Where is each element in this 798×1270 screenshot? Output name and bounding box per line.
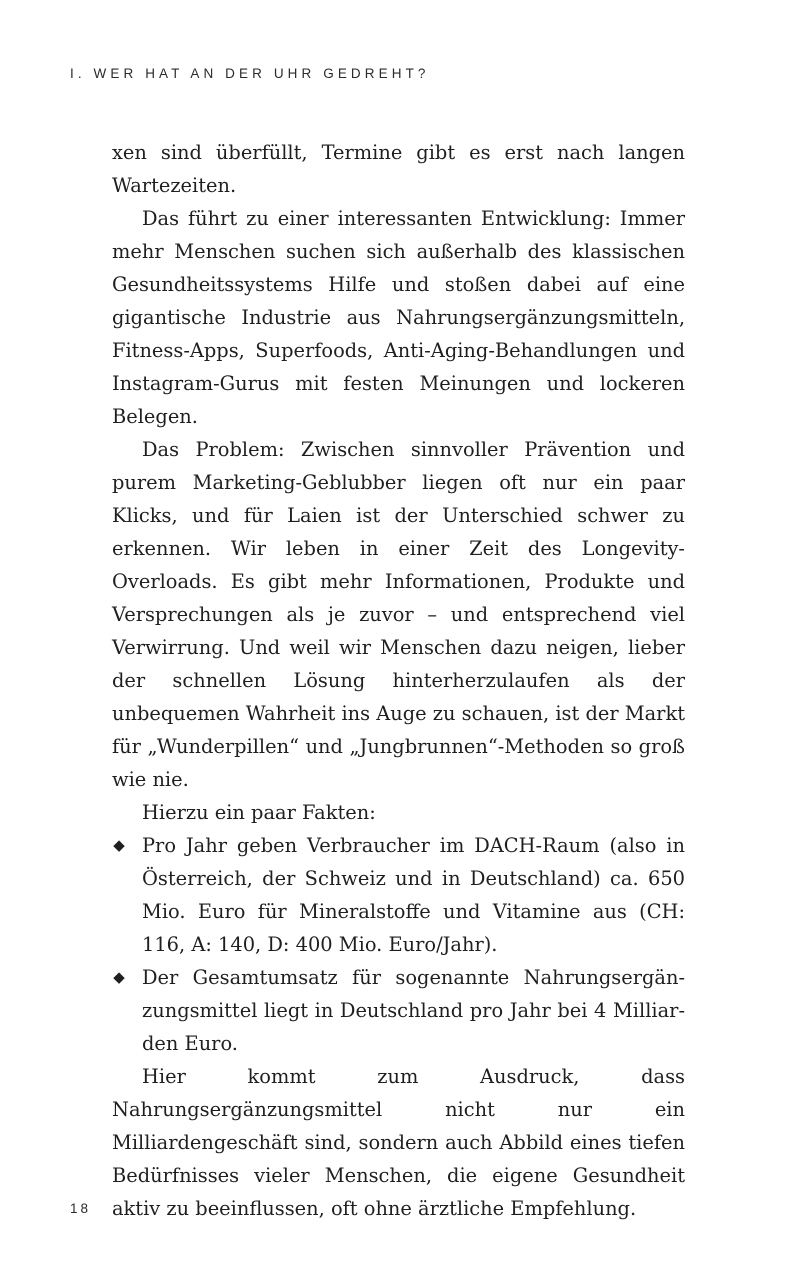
list-item-text: Pro Jahr geben Verbraucher im DACH-Raum (also in Österreich, der Schweiz und in Deutschland) ca. 650 Mio. Euro für Mineralstoffe und Vitamine aus (CH: 116, A: 140, D: 400 Mio. Euro/Jahr). <box>142 834 685 956</box>
paragraph-continuation: xen sind überfüllt, Termine gibt es erst nach langen Wartezeiten. <box>112 141 685 197</box>
list-item-text: Der Gesamtumsatz für sogenannte Nahrungsergänzungsmittel liegt in Deutschland pro Jahr bei 4 Milliarden Euro. <box>142 966 685 1055</box>
list-item <box>112 829 685 961</box>
page-number: 18 <box>70 1201 92 1216</box>
diamond-bullet-icon: ◆ <box>113 836 125 854</box>
running-head: I. WER HAT AN DER UHR GEDREHT? <box>70 66 430 81</box>
paragraph-facts-intro: Hierzu ein paar Fakten: <box>142 801 376 824</box>
body-text <box>112 136 685 1225</box>
list-item <box>112 961 685 1060</box>
paragraph: Das Problem: Zwischen sinnvoller Prävention und purem Marketing-Geblubber liegen oft nur ein paar Klicks, und für Laien ist der Unterschied schwer zu erkennen. Wir leben in einer Zeit des Longevity-Overloads. Es gibt mehr Informationen, Produkte und Versprechungen als je zuvor – und entsprechend viel Verwirrung. Und weil wir Menschen dazu neigen, lieber der schnellen Lösung hinterherzulaufen als der unbequemen Wahrheit ins Auge zu schauen, ist der Markt für „Wunderpillen“ und „Jungbrunnen“-Methoden so groß wie nie. <box>112 438 685 791</box>
diamond-bullet-icon: ◆ <box>113 968 125 986</box>
facts-list <box>112 829 685 1060</box>
paragraph: Das führt zu einer interessanten Entwicklung: Immer mehr Menschen suchen sich außerhalb des klassischen Gesundheitssystems Hilfe und stoßen dabei auf eine gigantische Industrie aus Nahrungsergänzungsmitteln, Fitness-Apps, Superfoods, Anti-Aging-Behandlungen und Instagram-Gurus mit festen Meinungen und lockeren Belegen. <box>112 207 685 428</box>
paragraph: Hier kommt zum Ausdruck, dass Nahrungsergänzungsmittel nicht nur ein Milliardengeschäft sind, sondern auch Abbild eines tiefen Bedürfnisses vieler Menschen, die eigene Gesundheit aktiv zu beeinflussen, oft ohne ärztliche Empfehlung. <box>112 1065 685 1220</box>
